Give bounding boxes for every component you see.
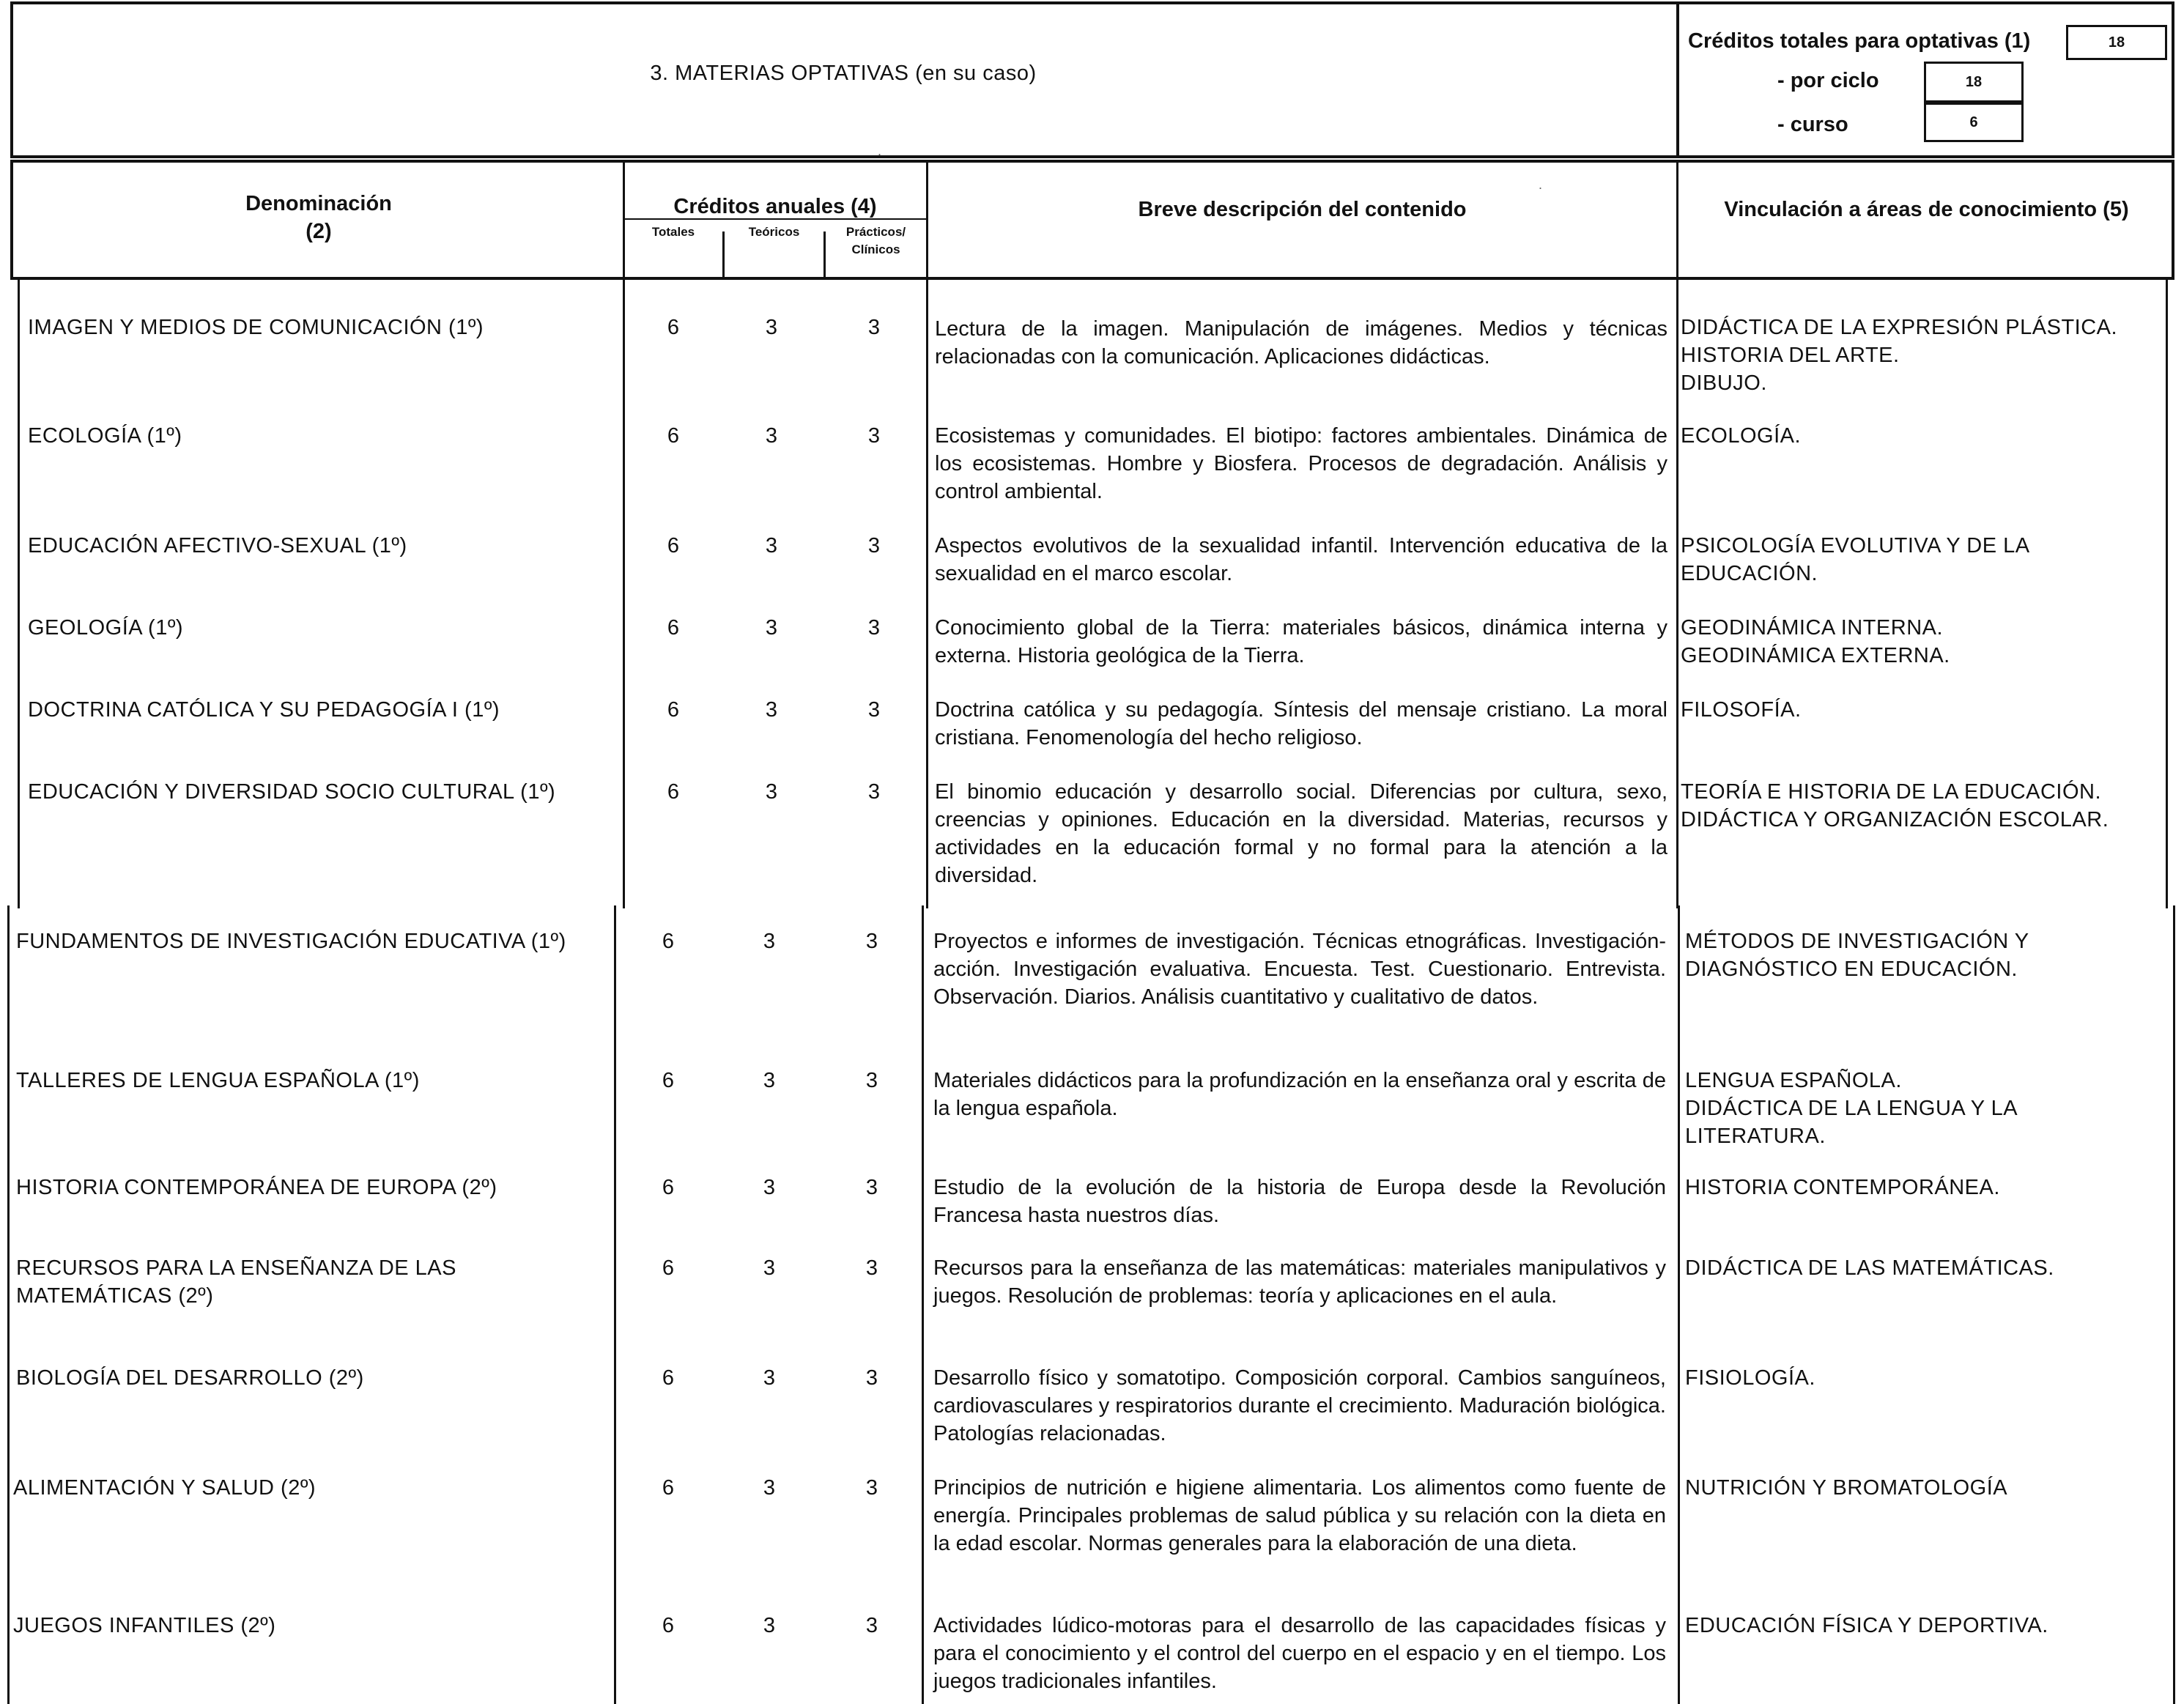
row-vinculacion: FILOSOFÍA. — [1681, 698, 1802, 722]
row-denominacion: JUEGOS INFANTILES (2º) — [13, 1614, 276, 1637]
creditos-totales-label: Créditos totales para optativas (1) — [1688, 29, 2031, 53]
row-descripcion: Recursos para la enseñanza de las matemáticas: materiales manipulativos y juegos. Resolución de problemas: teoría y aplicaciones en el aula. — [933, 1256, 1666, 1308]
row-descripcion: Doctrina católica y su pedagogía. Síntesis del mensaje cristiano. La moral cristiana. Fenomenología del hecho religioso. — [935, 698, 1667, 749]
row-totales: 6 — [667, 698, 680, 722]
row-practicos: 3 — [867, 780, 881, 804]
section-title: 3. MATERIAS OPTATIVAS (en su caso) — [650, 62, 1037, 85]
creditos-totales-value: 18 — [2066, 25, 2167, 60]
row-vinculacion: PSICOLOGÍA EVOLUTIVA Y DE LA EDUCACIÓN. — [1681, 534, 2030, 585]
row-denominacion: BIOLOGÍA DEL DESARROLLO (2º) — [16, 1366, 364, 1390]
col-line — [1678, 905, 1680, 1704]
row-descripcion: Estudio de la evolución de la historia de Europa desde la Revolución Francesa hasta nuestros días. — [933, 1176, 1666, 1227]
row-vinculacion: NUTRICIÓN Y BROMATOLOGÍA — [1685, 1476, 2008, 1500]
col-teoricos: Teóricos — [748, 225, 800, 239]
col-line — [1676, 280, 1678, 908]
row-totales: 6 — [667, 616, 680, 640]
col-vinculacion: Vinculación a áreas de conocimiento (5) — [1724, 198, 2129, 221]
row-practicos: 3 — [865, 1256, 878, 1280]
scan-speck: . — [878, 144, 882, 158]
row-vinculacion: MÉTODOS DE INVESTIGACIÓN Y DIAGNÓSTICO EN EDUCACIÓN. — [1685, 930, 2029, 981]
row-denominacion: TALLERES DE LENGUA ESPAÑOLA (1º) — [16, 1069, 420, 1092]
row-denominacion: FUNDAMENTOS DE INVESTIGACIÓN EDUCATIVA (1º) — [16, 930, 566, 953]
row-teoricos: 3 — [763, 1256, 776, 1280]
row-practicos: 3 — [865, 1614, 878, 1637]
row-descripcion: Proyectos e informes de investigación. Técnicas etnográficas. Investigación-acción. Investigación evaluativa. Encuesta. Test. Cuestionario. Entrevista. Observación. Diarios. Análisis cuantitativo y cualitativo de datos. — [933, 930, 1666, 1009]
row-practicos: 3 — [865, 930, 878, 953]
row-descripcion: Lectura de la imagen. Manipulación de imágenes. Medios y técnicas relacionadas con la comunicación. Aplicaciones didácticas. — [935, 317, 1667, 368]
col-line — [926, 280, 928, 908]
col-divider — [623, 161, 625, 280]
row-denominacion: GEOLOGÍA (1º) — [28, 616, 184, 640]
row-teoricos: 3 — [765, 780, 778, 804]
row-descripcion: El binomio educación y desarrollo social. Diferencias por cultura, sexo, creencias y opiniones. Educación en la diversidad. Materias, recursos y actividades en la educación formal y no formal para la atención a la diversidad. — [935, 780, 1667, 887]
row-practicos: 3 — [867, 698, 881, 722]
scan-speck: . — [1539, 177, 1543, 192]
row-totales: 6 — [662, 930, 675, 953]
table-border-right — [2166, 280, 2168, 908]
row-descripcion: Materiales didácticos para la profundización en la enseñanza oral y escrita de la lengua española. — [933, 1069, 1666, 1120]
col-line — [623, 280, 625, 908]
row-teoricos: 3 — [763, 1069, 776, 1092]
row-totales: 6 — [662, 1614, 675, 1637]
row-practicos: 3 — [865, 1069, 878, 1092]
row-denominacion: EDUCACIÓN Y DIVERSIDAD SOCIO CULTURAL (1º) — [28, 780, 556, 804]
row-vinculacion: DIDÁCTICA DE LAS MATEMÁTICAS. — [1685, 1256, 2054, 1280]
row-teoricos: 3 — [765, 534, 778, 557]
curso-value: 6 — [1924, 103, 2024, 142]
col-totales: Totales — [651, 225, 695, 239]
col-denominacion: Denominación — [245, 192, 392, 215]
col-denominacion-note: (2) — [306, 220, 332, 243]
col-line — [922, 905, 924, 1704]
row-vinculacion: HISTORIA CONTEMPORÁNEA. — [1685, 1176, 2000, 1199]
row-practicos: 3 — [867, 316, 881, 339]
header-divider — [1676, 1, 1679, 158]
row-descripcion: Aspectos evolutivos de la sexualidad infantil. Intervención educativa de la sexualidad en el marco escolar. — [935, 534, 1667, 585]
row-denominacion: DOCTRINA CATÓLICA Y SU PEDAGOGÍA I (1º) — [28, 698, 500, 722]
row-teoricos: 3 — [765, 424, 778, 448]
row-denominacion: RECURSOS PARA LA ENSEÑANZA DE LAS MATEMÁTICAS (2º) — [16, 1256, 456, 1308]
row-practicos: 3 — [865, 1476, 878, 1500]
row-teoricos: 3 — [765, 316, 778, 339]
row-teoricos: 3 — [763, 1366, 776, 1390]
row-denominacion: ALIMENTACIÓN Y SALUD (2º) — [13, 1476, 317, 1500]
row-vinculacion: EDUCACIÓN FÍSICA Y DEPORTIVA. — [1685, 1614, 2048, 1637]
row-vinculacion: TEORÍA E HISTORIA DE LA EDUCACIÓN. DIDÁCTICA Y ORGANIZACIÓN ESCOLAR. — [1681, 780, 2109, 831]
row-vinculacion: LENGUA ESPAÑOLA. DIDÁCTICA DE LA LENGUA Y LA LITERATURA. — [1685, 1069, 2018, 1148]
col-descripcion: Breve descripción del contenido — [1138, 198, 1467, 221]
row-denominacion: EDUCACIÓN AFECTIVO-SEXUAL (1º) — [28, 534, 407, 557]
col-creditos-anuales: Créditos anuales (4) — [673, 195, 877, 218]
row-descripcion: Actividades lúdico-motoras para el desarrollo de las capacidades físicas y para el conocimiento y el control del cuerpo en el espacio y en el tiempo. Los juegos tradicionales infantiles. — [933, 1614, 1666, 1693]
row-teoricos: 3 — [765, 698, 778, 722]
row-totales: 6 — [662, 1256, 675, 1280]
row-totales: 6 — [667, 780, 680, 804]
row-totales: 6 — [662, 1176, 675, 1199]
row-totales: 6 — [662, 1366, 675, 1390]
col-clinicos: Clínicos — [851, 242, 900, 256]
row-totales: 6 — [667, 534, 680, 557]
row-teoricos: 3 — [763, 1176, 776, 1199]
row-teoricos: 3 — [765, 616, 778, 640]
table-border-left — [18, 280, 20, 908]
row-totales: 6 — [662, 1476, 675, 1500]
row-practicos: 3 — [865, 1366, 878, 1390]
table-border-right — [2173, 905, 2175, 1704]
row-descripcion: Conocimiento global de la Tierra: materiales básicos, dinámica interna y externa. Historia geológica de la Tierra. — [935, 616, 1667, 667]
curso-label: - curso — [1777, 113, 1848, 136]
row-denominacion: ECOLOGÍA (1º) — [28, 424, 182, 448]
row-totales: 6 — [662, 1069, 675, 1092]
row-vinculacion: DIDÁCTICA DE LA EXPRESIÓN PLÁSTICA. HISTORIA DEL ARTE. DIBUJO. — [1681, 316, 2118, 395]
por-ciclo-label: - por ciclo — [1777, 69, 1879, 92]
row-vinculacion: GEODINÁMICA INTERNA. GEODINÁMICA EXTERNA. — [1681, 616, 1950, 667]
row-vinculacion: ECOLOGÍA. — [1681, 424, 1802, 448]
row-teoricos: 3 — [763, 1614, 776, 1637]
row-practicos: 3 — [867, 534, 881, 557]
col-practicos: Prácticos/ — [845, 225, 906, 239]
por-ciclo-value: 18 — [1924, 62, 2024, 103]
table-border-left — [7, 905, 10, 1704]
row-denominacion: HISTORIA CONTEMPORÁNEA DE EUROPA (2º) — [16, 1176, 497, 1199]
row-totales: 6 — [667, 316, 680, 339]
row-totales: 6 — [667, 424, 680, 448]
row-descripcion: Principios de nutrición e higiene alimentaria. Los alimentos como fuente de energía. Principales problemas de salud pública y su relación con la dieta en la edad escolar. Normas generales para la elaboración de una dieta. — [933, 1476, 1666, 1555]
row-vinculacion: FISIOLOGÍA. — [1685, 1366, 1815, 1390]
row-practicos: 3 — [867, 424, 881, 448]
row-teoricos: 3 — [763, 930, 776, 953]
row-descripcion: Ecosistemas y comunidades. El biotipo: factores ambientales. Dinámica de los ecosistemas. Hombre y Biosfera. Procesos de degradación. Análisis y control ambiental. — [935, 424, 1667, 503]
row-denominacion: IMAGEN Y MEDIOS DE COMUNICACIÓN (1º) — [28, 316, 484, 339]
row-teoricos: 3 — [763, 1476, 776, 1500]
col-line — [614, 905, 616, 1704]
row-practicos: 3 — [865, 1176, 878, 1199]
row-practicos: 3 — [867, 616, 881, 640]
row-descripcion: Desarrollo físico y somatotipo. Composición corporal. Cambios sanguíneos, cardiovasculares y respiratorios durante el crecimiento. Maduración biológica. Patologías relacionadas. — [933, 1366, 1666, 1445]
